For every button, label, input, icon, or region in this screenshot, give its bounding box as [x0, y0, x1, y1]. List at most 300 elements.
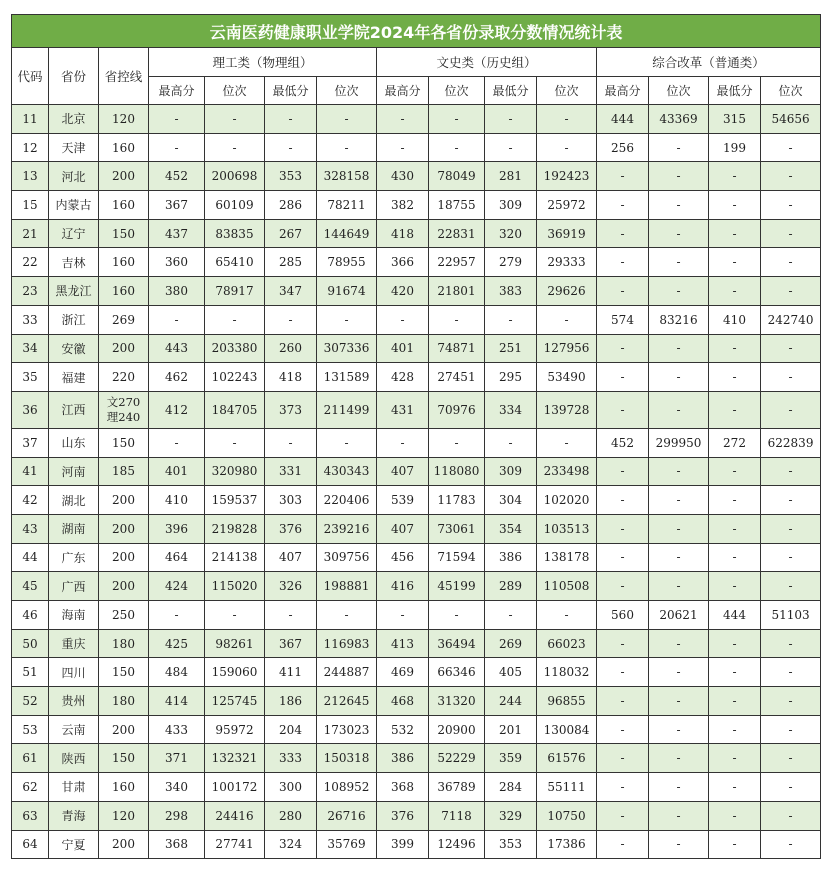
cell-code: 37: [12, 428, 49, 457]
cell-rank: 150318: [317, 744, 377, 773]
cell-rank: -: [317, 133, 377, 162]
cell-rank: -: [537, 305, 597, 334]
cell-max-score: -: [597, 191, 649, 220]
cell-province: 山东: [49, 428, 99, 457]
cell-max-score: -: [597, 744, 649, 773]
cell-rank: 61576: [537, 744, 597, 773]
cell-rank: 328158: [317, 162, 377, 191]
cell-code: 21: [12, 219, 49, 248]
cell-rank: -: [761, 715, 821, 744]
cell-rank: -: [761, 219, 821, 248]
cell-control-line: [99, 391, 149, 428]
cell-min-score: 267: [265, 219, 317, 248]
table-row: [12, 191, 821, 220]
cell-rank: 24416: [205, 801, 265, 830]
cell-max-score: -: [597, 715, 649, 744]
cell-code: 52: [12, 687, 49, 716]
cell-rank: -: [317, 601, 377, 630]
cell-province: 湖南: [49, 514, 99, 543]
table-row: [12, 572, 821, 601]
cell-rank: 115020: [205, 572, 265, 601]
cell-rank: -: [429, 601, 485, 630]
table-row: [12, 133, 821, 162]
cell-rank: -: [761, 773, 821, 802]
cell-rank: -: [649, 801, 709, 830]
cell-rank: 36919: [537, 219, 597, 248]
cell-min-score: 418: [265, 363, 317, 392]
table-row: [12, 305, 821, 334]
cell-min-score: 285: [265, 248, 317, 277]
cell-max-score: -: [597, 801, 649, 830]
cell-min-score: 289: [485, 572, 537, 601]
cell-min-score: -: [709, 457, 761, 486]
cell-rank: -: [649, 457, 709, 486]
subheader-max: 最高分: [597, 77, 649, 105]
cell-rank: 239216: [317, 514, 377, 543]
cell-max-score: 366: [377, 248, 429, 277]
table-row: [12, 514, 821, 543]
cell-max-score: 418: [377, 219, 429, 248]
table-row: [12, 744, 821, 773]
cell-max-score: -: [597, 391, 649, 428]
cell-min-score: -: [709, 801, 761, 830]
cell-max-score: -: [597, 334, 649, 363]
cell-rank: 95972: [205, 715, 265, 744]
header-province: 省份: [49, 48, 99, 105]
cell-rank: 10750: [537, 801, 597, 830]
cell-min-score: -: [485, 601, 537, 630]
cell-min-score: 320: [485, 219, 537, 248]
cell-control-line: 150: [99, 219, 149, 248]
table-row: [12, 687, 821, 716]
cell-max-score: 420: [377, 277, 429, 306]
cell-province: 黑龙江: [49, 277, 99, 306]
cell-rank: -: [649, 715, 709, 744]
cell-min-score: -: [709, 219, 761, 248]
cell-max-score: 413: [377, 629, 429, 658]
cell-rank: -: [649, 572, 709, 601]
subheader-min: 最低分: [485, 77, 537, 105]
cell-control-line: 250: [99, 601, 149, 630]
cell-min-score: -: [709, 744, 761, 773]
cell-min-score: -: [709, 486, 761, 515]
cell-max-score: 368: [377, 773, 429, 802]
cell-control-line: 200: [99, 572, 149, 601]
cell-rank: 220406: [317, 486, 377, 515]
cell-rank: -: [761, 687, 821, 716]
cell-rank: 65410: [205, 248, 265, 277]
cell-rank: -: [761, 830, 821, 859]
cell-max-score: -: [597, 363, 649, 392]
cell-province: 天津: [49, 133, 99, 162]
table-row: [12, 773, 821, 802]
cell-control-line: 150: [99, 428, 149, 457]
cell-code: 13: [12, 162, 49, 191]
cell-rank: 22831: [429, 219, 485, 248]
cell-province: 河南: [49, 457, 99, 486]
cell-rank: 27741: [205, 830, 265, 859]
cell-province: 北京: [49, 105, 99, 134]
cell-min-score: -: [265, 428, 317, 457]
header-group-history: 文史类（历史组）: [377, 48, 597, 77]
cell-rank: -: [205, 601, 265, 630]
cell-rank: -: [761, 391, 821, 428]
cell-max-score: 376: [377, 801, 429, 830]
cell-rank: -: [649, 133, 709, 162]
cell-rank: -: [761, 277, 821, 306]
table-row: [12, 601, 821, 630]
cell-province: 贵州: [49, 687, 99, 716]
cell-min-score: 303: [265, 486, 317, 515]
table-row: [12, 162, 821, 191]
cell-rank: -: [649, 191, 709, 220]
cell-max-score: -: [597, 219, 649, 248]
cell-rank: 198881: [317, 572, 377, 601]
cell-min-score: -: [265, 105, 317, 134]
header-control-line: 省控线: [99, 48, 149, 105]
cell-province: 吉林: [49, 248, 99, 277]
table-row: [12, 428, 821, 457]
cell-min-score: 444: [709, 601, 761, 630]
cell-max-score: 462: [149, 363, 205, 392]
cell-max-score: 539: [377, 486, 429, 515]
cell-max-score: -: [377, 105, 429, 134]
cell-control-line: 150: [99, 658, 149, 687]
cell-code: 50: [12, 629, 49, 658]
cell-rank: 159537: [205, 486, 265, 515]
cell-rank: 73061: [429, 514, 485, 543]
cell-rank: -: [649, 543, 709, 572]
cell-min-score: 315: [709, 105, 761, 134]
cell-min-score: -: [709, 773, 761, 802]
cell-province: 重庆: [49, 629, 99, 658]
cell-rank: -: [649, 363, 709, 392]
cell-control-line: 200: [99, 514, 149, 543]
cell-max-score: -: [377, 305, 429, 334]
cell-rank: 60109: [205, 191, 265, 220]
cell-rank: -: [649, 248, 709, 277]
cell-max-score: -: [597, 514, 649, 543]
cell-max-score: -: [597, 162, 649, 191]
cell-rank: 53490: [537, 363, 597, 392]
header-group-comprehensive: 综合改革（普通类）: [597, 48, 821, 77]
cell-rank: 31320: [429, 687, 485, 716]
subheader-rank: 位次: [205, 77, 265, 105]
cell-rank: 36494: [429, 629, 485, 658]
cell-rank: 21801: [429, 277, 485, 306]
cell-max-score: 443: [149, 334, 205, 363]
cell-min-score: 367: [265, 629, 317, 658]
cell-min-score: 300: [265, 773, 317, 802]
subheader-min: 最低分: [709, 77, 761, 105]
table-row: [12, 277, 821, 306]
cell-code: 44: [12, 543, 49, 572]
cell-rank: 100172: [205, 773, 265, 802]
cell-min-score: 199: [709, 133, 761, 162]
cell-max-score: 468: [377, 687, 429, 716]
cell-rank: 430343: [317, 457, 377, 486]
cell-rank: -: [537, 133, 597, 162]
cell-rank: -: [205, 428, 265, 457]
cell-rank: 173023: [317, 715, 377, 744]
cell-rank: 108952: [317, 773, 377, 802]
cell-max-score: 396: [149, 514, 205, 543]
cell-min-score: 353: [485, 830, 537, 859]
cell-max-score: -: [377, 601, 429, 630]
cell-max-score: -: [149, 601, 205, 630]
cell-min-score: -: [709, 248, 761, 277]
cell-code: 11: [12, 105, 49, 134]
cell-rank: 74871: [429, 334, 485, 363]
cell-min-score: 324: [265, 830, 317, 859]
cell-rank: 78955: [317, 248, 377, 277]
cell-rank: 35769: [317, 830, 377, 859]
cell-min-score: 309: [485, 191, 537, 220]
cell-code: 41: [12, 457, 49, 486]
cell-code: 62: [12, 773, 49, 802]
cell-rank: 27451: [429, 363, 485, 392]
cell-max-score: -: [597, 486, 649, 515]
cell-code: 64: [12, 830, 49, 859]
cell-rank: 159060: [205, 658, 265, 687]
cell-control-line: 220: [99, 363, 149, 392]
cell-rank: -: [205, 105, 265, 134]
cell-min-score: -: [485, 133, 537, 162]
cell-province: 甘肃: [49, 773, 99, 802]
cell-rank: 7118: [429, 801, 485, 830]
cell-max-score: 340: [149, 773, 205, 802]
cell-code: 35: [12, 363, 49, 392]
cell-control-line: 160: [99, 133, 149, 162]
cell-rank: -: [761, 801, 821, 830]
cell-rank: 103513: [537, 514, 597, 543]
cell-min-score: 279: [485, 248, 537, 277]
cell-rank: -: [317, 305, 377, 334]
cell-min-score: -: [709, 687, 761, 716]
cell-max-score: -: [597, 572, 649, 601]
cell-control-line: 200: [99, 162, 149, 191]
cell-min-score: -: [485, 105, 537, 134]
cell-max-score: -: [597, 277, 649, 306]
cell-min-score: -: [709, 162, 761, 191]
cell-max-score: 425: [149, 629, 205, 658]
cell-max-score: 407: [377, 514, 429, 543]
cell-rank: 22957: [429, 248, 485, 277]
cell-province: 福建: [49, 363, 99, 392]
cell-province: 湖北: [49, 486, 99, 515]
cell-rank: 130084: [537, 715, 597, 744]
cell-rank: 55111: [537, 773, 597, 802]
subheader-max: 最高分: [377, 77, 429, 105]
cell-min-score: 201: [485, 715, 537, 744]
cell-max-score: 367: [149, 191, 205, 220]
cell-max-score: -: [597, 248, 649, 277]
cell-rank: 125745: [205, 687, 265, 716]
cell-control-line: 200: [99, 715, 149, 744]
cell-max-score: 469: [377, 658, 429, 687]
cell-rank: 102243: [205, 363, 265, 392]
cell-rank: -: [649, 687, 709, 716]
cell-max-score: 428: [377, 363, 429, 392]
cell-control-line: 200: [99, 486, 149, 515]
cell-code: 15: [12, 191, 49, 220]
cell-min-score: -: [709, 277, 761, 306]
table-row: [12, 391, 821, 428]
subheader-rank: 位次: [537, 77, 597, 105]
cell-rank: 43369: [649, 105, 709, 134]
cell-rank: -: [205, 133, 265, 162]
cell-min-score: 251: [485, 334, 537, 363]
cell-rank: -: [649, 830, 709, 859]
cell-min-score: 204: [265, 715, 317, 744]
cell-control-line: 160: [99, 248, 149, 277]
cell-rank: 54656: [761, 105, 821, 134]
cell-min-score: -: [265, 305, 317, 334]
table-row: [12, 658, 821, 687]
cell-rank: 78917: [205, 277, 265, 306]
cell-max-score: -: [597, 687, 649, 716]
cell-min-score: 373: [265, 391, 317, 428]
cell-control-line: 150: [99, 744, 149, 773]
table-row: [12, 219, 821, 248]
cell-rank: -: [537, 105, 597, 134]
cell-min-score: -: [709, 543, 761, 572]
cell-max-score: 532: [377, 715, 429, 744]
cell-rank: -: [761, 363, 821, 392]
header-code: 代码: [12, 48, 49, 105]
cell-rank: 139728: [537, 391, 597, 428]
cell-max-score: 452: [149, 162, 205, 191]
cell-rank: 45199: [429, 572, 485, 601]
cell-min-score: -: [709, 363, 761, 392]
cell-rank: -: [761, 191, 821, 220]
subheader-rank: 位次: [649, 77, 709, 105]
cell-rank: -: [761, 514, 821, 543]
cell-rank: -: [761, 658, 821, 687]
cell-min-score: 269: [485, 629, 537, 658]
cell-rank: 118080: [429, 457, 485, 486]
cell-rank: 18755: [429, 191, 485, 220]
cell-province: 河北: [49, 162, 99, 191]
cell-min-score: -: [709, 715, 761, 744]
cell-rank: 36789: [429, 773, 485, 802]
cell-rank: -: [429, 105, 485, 134]
cell-rank: 51103: [761, 601, 821, 630]
cell-code: 63: [12, 801, 49, 830]
cell-rank: 29626: [537, 277, 597, 306]
cell-rank: 83216: [649, 305, 709, 334]
cell-rank: -: [429, 305, 485, 334]
cell-min-score: 354: [485, 514, 537, 543]
cell-rank: -: [649, 391, 709, 428]
subheader-rank: 位次: [429, 77, 485, 105]
cell-min-score: -: [709, 391, 761, 428]
cell-province: 内蒙古: [49, 191, 99, 220]
cell-code: 33: [12, 305, 49, 334]
cell-max-score: 416: [377, 572, 429, 601]
cell-rank: -: [761, 133, 821, 162]
cell-rank: 91674: [317, 277, 377, 306]
cell-rank: -: [761, 543, 821, 572]
cell-rank: 131589: [317, 363, 377, 392]
cell-min-score: 411: [265, 658, 317, 687]
cell-rank: -: [761, 334, 821, 363]
cell-rank: -: [649, 773, 709, 802]
cell-min-score: 376: [265, 514, 317, 543]
cell-rank: -: [649, 514, 709, 543]
cell-min-score: 333: [265, 744, 317, 773]
cell-code: 22: [12, 248, 49, 277]
subheader-rank: 位次: [761, 77, 821, 105]
cell-max-score: 401: [149, 457, 205, 486]
cell-rank: 309756: [317, 543, 377, 572]
cell-max-score: -: [597, 457, 649, 486]
table-row: [12, 715, 821, 744]
cell-rank: 98261: [205, 629, 265, 658]
cell-max-score: 382: [377, 191, 429, 220]
cell-max-score: 399: [377, 830, 429, 859]
cell-rank: 307336: [317, 334, 377, 363]
cell-rank: 211499: [317, 391, 377, 428]
cell-control-line: 200: [99, 334, 149, 363]
cell-max-score: 410: [149, 486, 205, 515]
cell-rank: -: [649, 744, 709, 773]
cell-max-score: 386: [377, 744, 429, 773]
cell-min-score: -: [709, 514, 761, 543]
cell-control-line: 200: [99, 543, 149, 572]
cell-max-score: 407: [377, 457, 429, 486]
table-row: [12, 486, 821, 515]
cell-rank: 192423: [537, 162, 597, 191]
cell-min-score: 334: [485, 391, 537, 428]
cell-rank: 29333: [537, 248, 597, 277]
cell-max-score: -: [149, 305, 205, 334]
cell-max-score: 412: [149, 391, 205, 428]
cell-min-score: -: [709, 629, 761, 658]
cell-control-line: 160: [99, 773, 149, 802]
cell-control-line: 180: [99, 687, 149, 716]
cell-max-score: 574: [597, 305, 649, 334]
cell-rank: 26716: [317, 801, 377, 830]
cell-max-score: -: [597, 658, 649, 687]
cell-max-score: 380: [149, 277, 205, 306]
cell-max-score: 368: [149, 830, 205, 859]
cell-control-line: 269: [99, 305, 149, 334]
cell-rank: 212645: [317, 687, 377, 716]
cell-min-score: -: [485, 428, 537, 457]
table-row: [12, 363, 821, 392]
cell-min-score: -: [709, 830, 761, 859]
table-row: [12, 334, 821, 363]
score-table: [11, 14, 821, 859]
cell-province: 云南: [49, 715, 99, 744]
cell-province: 安徽: [49, 334, 99, 363]
cell-control-line: 160: [99, 191, 149, 220]
cell-rank: -: [649, 277, 709, 306]
cell-max-score: 464: [149, 543, 205, 572]
cell-max-score: 560: [597, 601, 649, 630]
control-line-part: 文270: [106, 394, 141, 409]
cell-rank: 144649: [317, 219, 377, 248]
cell-control-line: 160: [99, 277, 149, 306]
cell-province: 宁夏: [49, 830, 99, 859]
cell-rank: 200698: [205, 162, 265, 191]
cell-province: 广东: [49, 543, 99, 572]
cell-min-score: 331: [265, 457, 317, 486]
table-row: [12, 543, 821, 572]
cell-min-score: 329: [485, 801, 537, 830]
cell-min-score: 284: [485, 773, 537, 802]
